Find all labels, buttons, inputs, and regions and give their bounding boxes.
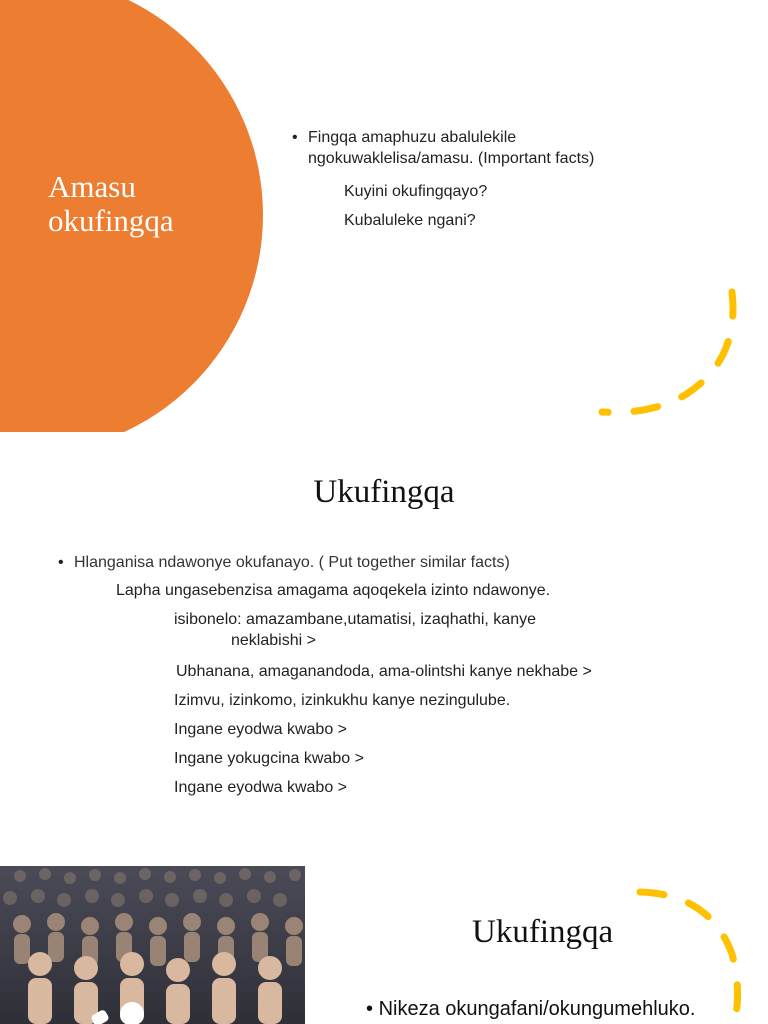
text-line: Ingane eyodwa kwabo > [174,779,348,796]
slide-title: Ukufingqa [313,474,455,510]
slide-title-line1: Amasu [48,169,136,204]
text-line: Izimvu, izinkomo, izinkukhu kanye nezingulube. [174,692,511,709]
text-line: Ingane eyodwa kwabo > [174,721,348,738]
slide-title [48,170,174,238]
bullet-dot: • [58,554,64,571]
bullet-item [58,552,618,573]
sub-item-kubaluleke: Kubaluleke ngani? [344,212,476,229]
slide-title: Ukufingqa [472,914,614,950]
bullet-text: Nikeza okungafani/okungumehluko. [378,998,696,1020]
bullet-item [292,127,642,169]
text-line: Ubhanana, amaganandoda, ama-olintshi kanye nekhabe > [176,663,592,680]
text-line: neklabishi > [231,632,316,649]
dashed-arc-decoration [590,280,750,430]
bullet-dot: • [366,998,374,1020]
slide-ukufingqa-2 [0,866,768,1024]
dashed-arc-decoration [630,882,768,1024]
slide-title-line2: okufingqa [48,203,174,238]
bullet-dot: • [292,129,298,146]
slide-amasu-okufingqa [0,0,768,432]
crowd-figures-image [0,866,305,1024]
slide-ukufingqa-1 [0,432,768,866]
crowd-photo [0,866,305,1024]
text-line: isibonelo: amazambane,utamatisi, izaqhathi, kanye [174,611,536,628]
bullet-text: Hlanganisa ndawonye okufanayo. ( Put together similar facts) [74,554,510,571]
text-line: Lapha ungasebenzisa amagama aqoqekela izinto ndawonye. [116,582,551,599]
bullet-text: Fingqa amaphuzu abalulekile ngokuwaklelisa/amasu. (Important facts) [308,129,595,167]
sub-item-kuyini: Kuyini okufingqayo? [344,183,488,200]
text-line: Ingane yokugcina kwabo > [174,750,364,767]
